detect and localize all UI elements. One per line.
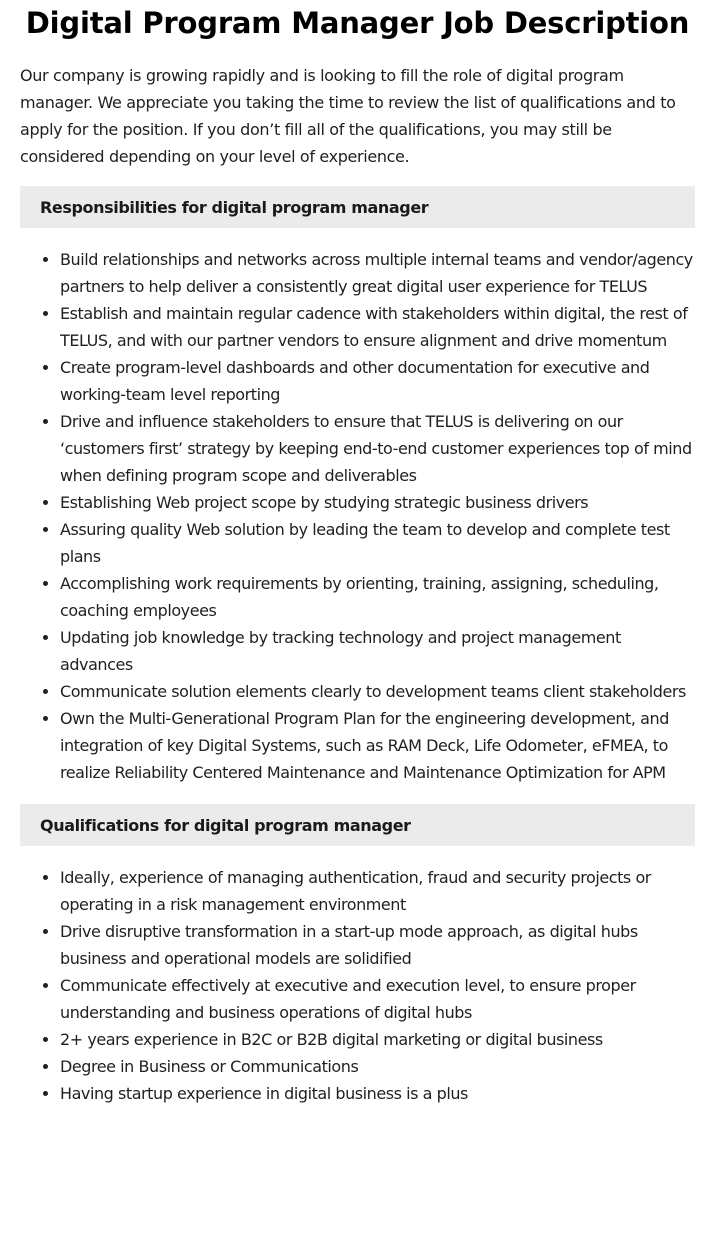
list-item: Assuring quality Web solution by leading the team to develop and complete test plans bbox=[60, 516, 695, 570]
list-item: Build relationships and networks across multiple internal teams and vendor/agency partners to help deliver a consistently great digital user experience for TELUS bbox=[60, 246, 695, 300]
list-item: Create program-level dashboards and other documentation for executive and working-team level reporting bbox=[60, 354, 695, 408]
list-item: Updating job knowledge by tracking technology and project management advances bbox=[60, 624, 695, 678]
responsibilities-list bbox=[20, 246, 695, 786]
list-item: Establish and maintain regular cadence with stakeholders within digital, the rest of TELUS, and with our partner vendors to ensure alignment and drive momentum bbox=[60, 300, 695, 354]
list-item: Accomplishing work requirements by orienting, training, assigning, scheduling, coaching employees bbox=[60, 570, 695, 624]
page-title: Digital Program Manager Job Description bbox=[25, 6, 690, 40]
list-item: Communicate effectively at executive and execution level, to ensure proper understanding and business operations of digital hubs bbox=[60, 972, 695, 1026]
list-item: Having startup experience in digital business is a plus bbox=[60, 1080, 695, 1107]
responsibilities-heading: Responsibilities for digital program manager bbox=[20, 186, 695, 228]
list-item: Degree in Business or Communications bbox=[60, 1053, 695, 1080]
list-item: 2+ years experience in B2C or B2B digital marketing or digital business bbox=[60, 1026, 695, 1053]
list-item: Drive disruptive transformation in a start-up mode approach, as digital hubs business and operational models are solidified bbox=[60, 918, 695, 972]
qualifications-heading: Qualifications for digital program manager bbox=[20, 804, 695, 846]
list-item: Ideally, experience of managing authentication, fraud and security projects or operating in a risk management environment bbox=[60, 864, 695, 918]
list-item: Own the Multi-Generational Program Plan for the engineering development, and integration of key Digital Systems, such as RAM Deck, Life Odometer, eFMEA, to realize Reliability Centered Maintenance and Maintenance Optimization for APM bbox=[60, 705, 695, 786]
qualifications-list bbox=[20, 864, 695, 1107]
intro-paragraph: Our company is growing rapidly and is looking to fill the role of digital program manager. We appreciate you taking the time to review the list of qualifications and to apply for the position. If you don’t fill all of the qualifications, you may still be considered depending on your level of experience. bbox=[20, 66, 676, 166]
list-item: Establishing Web project scope by studying strategic business drivers bbox=[60, 489, 695, 516]
list-item: Drive and influence stakeholders to ensure that TELUS is delivering on our ‘customers first’ strategy by keeping end-to-end customer experiences top of mind when defining program scope and deliverables bbox=[60, 408, 695, 489]
list-item: Communicate solution elements clearly to development teams client stakeholders bbox=[60, 678, 695, 705]
